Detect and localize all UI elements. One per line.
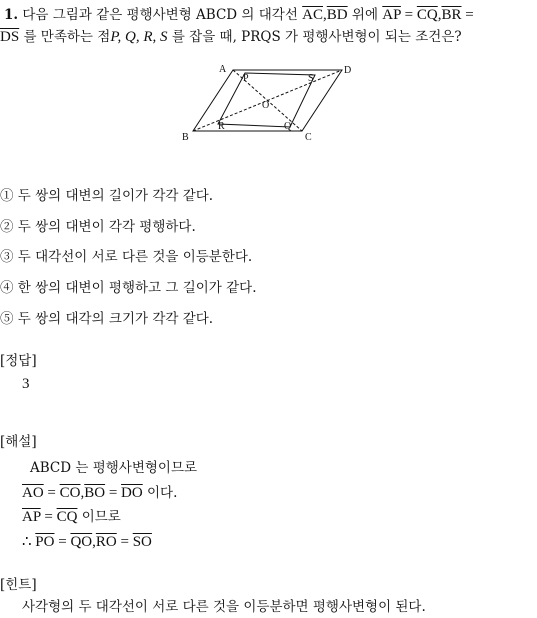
explanation-line-2: $\overline{AO} = \overline{CO},\overline{BO} = \overline{DO}$ 이다. [22, 485, 178, 501]
label-r: R [218, 121, 225, 132]
answer-value: 3 [22, 376, 30, 392]
hint-header: [힌트] [0, 577, 37, 593]
explanation-header: [해설] [0, 434, 37, 450]
label-o: O [262, 100, 270, 111]
choice-5: ⑤ 두 쌍의 대각의 크기가 각각 같다. [0, 311, 214, 327]
question-number: 1. [4, 7, 19, 23]
point-list: P, Q, R, S [110, 29, 168, 45]
diagonal-bd [193, 70, 342, 131]
question-line-2: $\overline{DS}$ 를 만족하는 점P, Q, R, S 를 잡을 때, PRQS 가 평행사변형이 되는 조건은? [0, 29, 462, 45]
parallelogram-abcd [193, 70, 342, 131]
explanation-line-4: ∴ $\overline{PO} = \overline{QO},\overline{RO} = \overline{SO}$ [22, 534, 152, 550]
segment-cq: $\overline{CQ}$ [416, 7, 438, 23]
segment-bd: $\overline{BD}$ [326, 7, 348, 23]
label-d: D [344, 65, 352, 76]
parallelogram-prqs [218, 73, 315, 127]
hint-text: 사각형의 두 대각선이 서로 다른 것을 이등분하면 평행사변형이 된다. [22, 599, 426, 615]
segment-ap: $\overline{AP}$ [382, 7, 401, 23]
answer-header: [정답] [0, 353, 37, 369]
question-line-1: 1. 다음 그림과 같은 평행사변형 ABCD 의 대각선 $\overline{AC},\overline{BD}$ 위에 $\overline{AP} = \overline{CQ},\overline{BR}$ = [4, 7, 474, 23]
therefore-symbol: ∴ [22, 534, 36, 550]
label-c: C [305, 132, 312, 143]
diagonal-ac [233, 70, 302, 131]
label-a: A [219, 64, 227, 75]
explanation-line-3: $\overline{AP} = \overline{CQ}$ 이므로 [22, 509, 121, 525]
segment-ds: $\overline{DS}$ [0, 29, 20, 45]
label-q: Q [284, 121, 292, 132]
segment-ac: $\overline{AC}$ [302, 7, 324, 23]
segment-br: $\overline{BR}$ [441, 7, 462, 23]
choice-3: ③ 두 대각선이 서로 다른 것을 이등분한다. [0, 249, 253, 265]
label-p: P [243, 73, 249, 84]
explanation-line-1: ABCD 는 평행사변형이므로 [30, 460, 198, 476]
label-b: B [182, 132, 189, 143]
label-s: S [308, 73, 314, 84]
choice-2: ② 두 쌍의 대변이 각각 평행하다. [0, 219, 196, 235]
choice-4: ④ 한 쌍의 대변이 평행하고 그 길이가 같다. [0, 280, 257, 296]
choice-1: ① 두 쌍의 대변의 길이가 각각 같다. [0, 188, 214, 204]
